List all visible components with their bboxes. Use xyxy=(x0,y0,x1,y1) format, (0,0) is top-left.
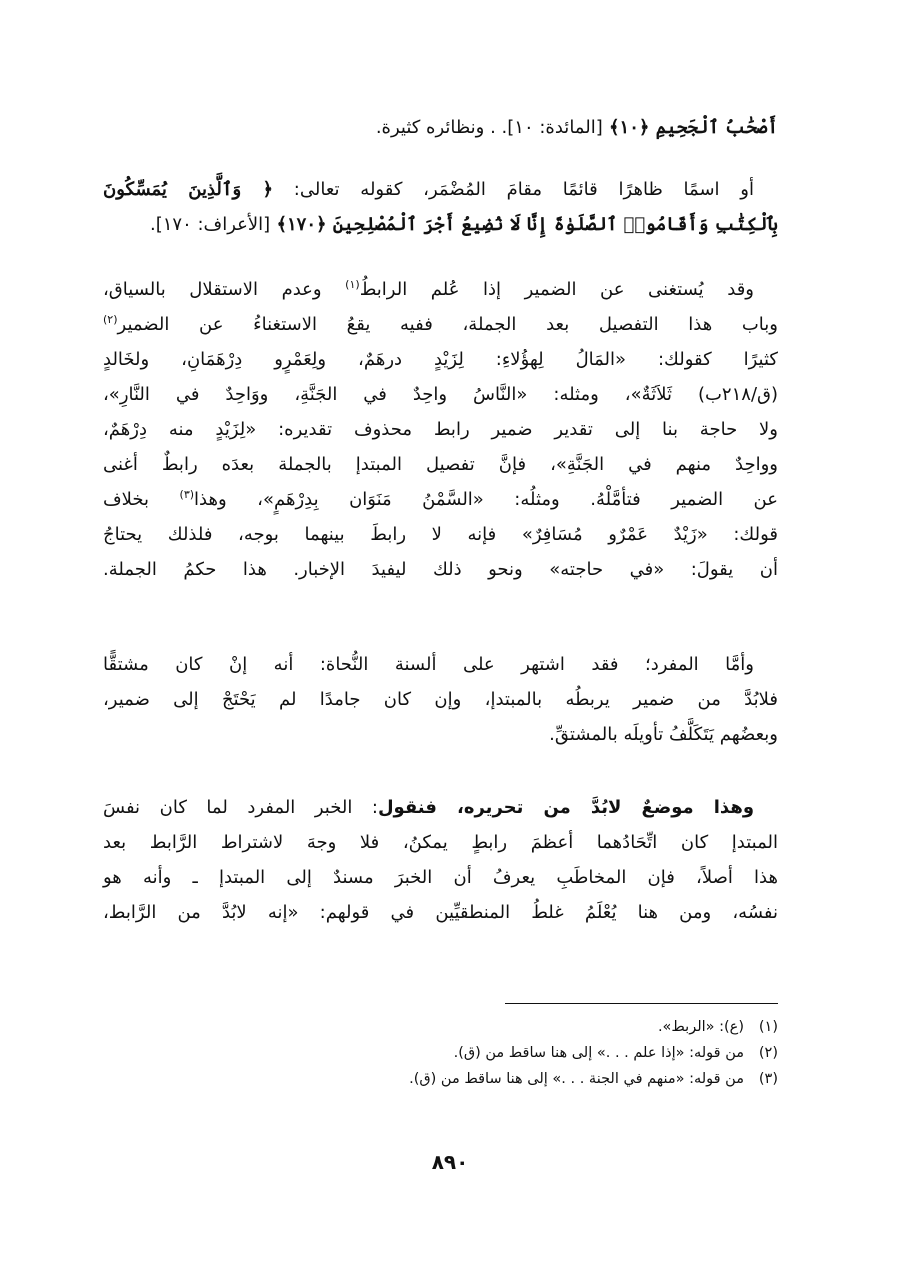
quran-verse: أَصْحَٰبُ ٱلْجَحِيمِ ﴿١٠﴾ xyxy=(602,117,778,138)
text-segment: أو اسمًا ظاهرًا قائمًا مقامَ المُضْمَر، كقوله تعالى: xyxy=(273,179,754,200)
text-segment: وبعضُهم يَتَكَلَّفُ تأويلَه بالمشتقِّ. xyxy=(549,724,778,745)
text-segment: [الأعراف: ١٧٠]. xyxy=(149,214,271,235)
footnote-number: (٢) xyxy=(758,1045,778,1061)
footnote xyxy=(300,1016,778,1038)
text-line xyxy=(103,346,778,374)
text-segment: : الخبر المفرد لما كان نفسَ xyxy=(103,797,378,818)
text-line xyxy=(103,521,778,549)
text-segment: قولك: «زَيْدٌ عَمْرٌو مُسَافِرٌ» فإنه لا رابطَ بينهما بوجه، فلذلك يحتاجُ xyxy=(103,524,778,545)
page-number: ٨٩٠ xyxy=(431,1150,469,1174)
text-line xyxy=(103,556,778,584)
text-segment: كثيرًا كقولك: «المَالُ لِهؤُلاءِ: لِزَيْدٍ درهَمٌ، ولِعَمْرٍو دِرْهَمَانِ، ولخَالدٍ xyxy=(103,349,778,370)
text-segment: نفسُه، ومن هنا يُعْلَمُ غلطُ المنطقيِّين في قولهم: «إنه لابُدَّ من الرَّابط، xyxy=(103,902,778,923)
footnote xyxy=(300,1068,778,1090)
footnote-number: (١) xyxy=(758,1019,778,1035)
text-line xyxy=(103,276,778,304)
text-segment: بخلاف xyxy=(103,489,180,510)
text-segment: هذا أصلاً، فإن المخاطَبِ يعرفُ أن الخبرَ مسندٌ إلى المبتدإ ـ وأنه هو xyxy=(103,867,778,888)
footnote-divider xyxy=(505,1003,778,1004)
text-line xyxy=(103,176,778,204)
text-line xyxy=(103,686,778,714)
footnote xyxy=(300,1042,778,1064)
text-segment: (ق/٢١٨ب) ثَلاَثَةٌ»، ومثله: «النَّاسُ واحِدٌ في الجَنَّةِ، ووَاحِدٌ في النَّارِ»، xyxy=(103,384,778,405)
footnote-text: (ع): «الربط». xyxy=(657,1019,744,1035)
footnote-reference: (٣) xyxy=(179,488,195,501)
text-segment: وهذا موضعٌ لابُدَّ من تحريره، فنقول xyxy=(377,797,755,818)
text-segment: وواحِدٌ منهم في الجَنَّةِ»، فإنَّ تفصيل المبتدإ بالجملة بعدَه رابطٌ أغنى xyxy=(103,454,778,475)
footnote-reference: (٢) xyxy=(103,313,118,326)
text-segment: عن الضمير فتأمَّلْهُ. ومثلُه: «السَّمْنُ مَنَوَان بِدِرْهَمٍ»، وهذا xyxy=(194,489,779,510)
text-line xyxy=(103,899,778,927)
text-line xyxy=(103,794,778,822)
text-line xyxy=(103,651,778,679)
text-line xyxy=(103,114,778,142)
quran-verse: بِٱلْكِتَٰبِ وَأَقَامُوا۟ ٱلصَّلَوٰةَ إِنَّا لَا نُضِيعُ أَجْرَ ٱلْمُصْلِحِينَ ﴿١٧٠﴾ xyxy=(270,214,778,235)
footnote-number: (٣) xyxy=(758,1071,778,1087)
footnote-reference: (١) xyxy=(345,278,360,291)
text-line xyxy=(103,311,778,339)
text-line xyxy=(103,864,778,892)
text-segment: وعدم الاستقلال بالسياق، xyxy=(103,279,346,300)
text-segment: فلابُدَّ من ضمير يربطُه بالمبتدإ، وإن كان جامدًا لم يَحْتَجْ إلى ضمير، xyxy=(103,689,778,710)
text-segment: ولا حاجة بنا إلى تقدير ضمير رابط محذوف تقديره: «لِزَيْدٍ منه دِرْهَمٌ، xyxy=(103,419,778,440)
text-line xyxy=(103,829,778,857)
quran-verse: ﴿ وَٱلَّذِينَ يُمَسِّكُونَ xyxy=(103,179,274,200)
text-line xyxy=(103,416,778,444)
text-segment: المبتدإ كان اتِّحَادُهما أعظمَ رابطٍ يمكنُ، فلا وجهَ لاشتراط الرَّابط بعد xyxy=(103,832,778,853)
text-line xyxy=(103,486,778,514)
text-line xyxy=(103,381,778,409)
text-segment: وباب هذا التفصيل بعد الجملة، ففيه يقعُ الاستغناءُ عن الضمير xyxy=(117,314,778,335)
text-line xyxy=(103,451,778,479)
text-segment: [المائدة: ١٠]. . ونظائره كثيرة. xyxy=(375,117,603,138)
footnote-text: من قوله: «إذا علم . . .» إلى هنا ساقط من (ق). xyxy=(453,1045,744,1061)
text-segment: وقد يُستغنى عن الضمير إذا عُلم الرابطُ xyxy=(359,279,754,300)
text-line xyxy=(103,721,778,749)
text-line xyxy=(103,211,778,239)
text-segment: أن يقولَ: «في حاجته» ونحو ذلك ليفيدَ الإخبار. هذا حكمُ الجملة. xyxy=(103,559,778,580)
text-segment: وأمَّا المفرد؛ فقد اشتهر على ألسنة النُّحاة: أنه إنْ كان مشتقًّا xyxy=(103,654,754,675)
footnote-text: من قوله: «منهم في الجنة . . .» إلى هنا ساقط من (ق). xyxy=(409,1071,744,1087)
